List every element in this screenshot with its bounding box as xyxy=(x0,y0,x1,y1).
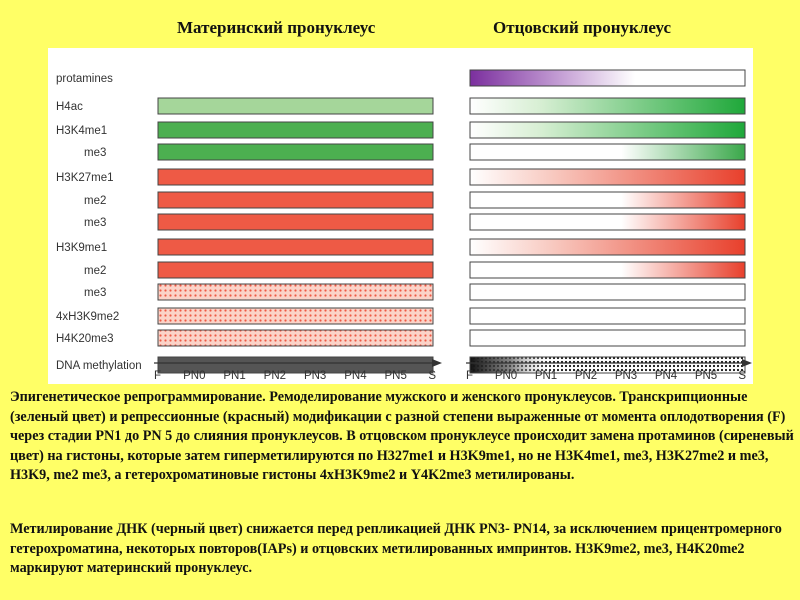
axis-tick-label: F xyxy=(466,370,474,382)
row-label: H3K27me1 xyxy=(56,172,114,184)
row-label: H3K9me1 xyxy=(56,242,108,254)
axis-tick-label: PN4 xyxy=(344,370,367,382)
maternal-bar xyxy=(158,98,433,114)
axis-tick-label: S xyxy=(738,370,746,382)
row-label: DNA methylation xyxy=(56,360,142,372)
maternal-bar xyxy=(158,122,433,138)
axis-tick-label: PN5 xyxy=(694,370,718,382)
row-label: me2 xyxy=(84,195,107,207)
axis-tick-label: PN5 xyxy=(384,370,407,382)
caption-paragraph-1: Эпигенетическое репрограммирование. Ремоделирование мужского и женского пронуклеусов. Транскрипционные (зеленый цвет) и репрессионные (красный) модификации с разной степени выраженные от момента оплодотворения (F) через стадии PN1 до PN 5 до слияния пронуклеусов. В отцовском пронуклеусе происходит замена протаминов (сиреневый цвет) на гистоны, которые затем гиперметилируются по H327me1 и H3K9me1, но не H3K4me1, me3, H3K27me2 и me3, H3K9, me2 me3, а гетерохроматиновые гистоны 4xH3K9me2 и Y4K2me3 метилированы. xyxy=(10,389,794,483)
maternal-bar xyxy=(158,169,433,185)
axis-tick-label: PN2 xyxy=(263,370,287,382)
axis-tick-label: PN3 xyxy=(303,370,327,382)
paternal-bar xyxy=(470,239,745,255)
axis-tick-label: F xyxy=(154,370,162,382)
paternal-header: Отцовский пронуклеус xyxy=(493,18,672,37)
maternal-bar xyxy=(158,308,433,324)
maternal-bar xyxy=(158,144,433,160)
axis-arrow xyxy=(742,359,752,367)
axis-tick-label: PN2 xyxy=(574,370,598,382)
paternal-bar xyxy=(470,262,745,278)
row-label: protamines xyxy=(56,73,113,85)
maternal-header: Материнский пронуклеус xyxy=(177,18,376,37)
axis-tick-label: S xyxy=(428,370,436,382)
maternal-bar xyxy=(158,192,433,208)
row-label: me3 xyxy=(84,287,107,299)
axis-tick-label: PN1 xyxy=(534,370,558,382)
row-label: H4ac xyxy=(56,101,83,113)
axis-arrow xyxy=(432,359,442,367)
axis-tick-label: PN4 xyxy=(654,370,678,382)
row-label: H4K20me3 xyxy=(56,333,114,345)
maternal-bar xyxy=(158,330,433,346)
row-label: me3 xyxy=(84,217,107,229)
paternal-bar xyxy=(470,214,745,230)
caption-paragraph-2: Метилирование ДНК (черный цвет) снижается перед репликацией ДНК PN3- PN14, за исключением прицентромерного гетерохроматина, некоторых повторов(IAPs) и отцовских метилированных импринтов. H3K9me2, me3, H4K20me2 маркируют материнский пронуклеус. xyxy=(10,521,782,576)
paternal-bar xyxy=(470,192,745,208)
axis-tick-label: PN1 xyxy=(223,370,246,382)
paternal-bar xyxy=(470,144,745,160)
reprogramming-diagram xyxy=(48,48,753,384)
paternal-bar xyxy=(470,70,745,86)
axis-tick-label: PN0 xyxy=(494,370,518,382)
row-label: H3K4me1 xyxy=(56,125,108,137)
axis-tick-label: PN0 xyxy=(183,370,206,382)
row-label: me2 xyxy=(84,265,107,277)
maternal-bar xyxy=(158,214,433,230)
maternal-bar xyxy=(158,284,433,300)
axis-tick-label: PN3 xyxy=(614,370,638,382)
paternal-bar xyxy=(470,122,745,138)
paternal-bar xyxy=(470,308,745,324)
row-label: me3 xyxy=(84,147,107,159)
paternal-bar xyxy=(470,169,745,185)
row-label: 4xH3K9me2 xyxy=(56,311,120,323)
maternal-bar xyxy=(158,262,433,278)
diagram-panel xyxy=(48,48,753,384)
maternal-bar xyxy=(158,239,433,255)
paternal-bar xyxy=(470,284,745,300)
paternal-bar xyxy=(470,330,745,346)
paternal-bar xyxy=(470,98,745,114)
